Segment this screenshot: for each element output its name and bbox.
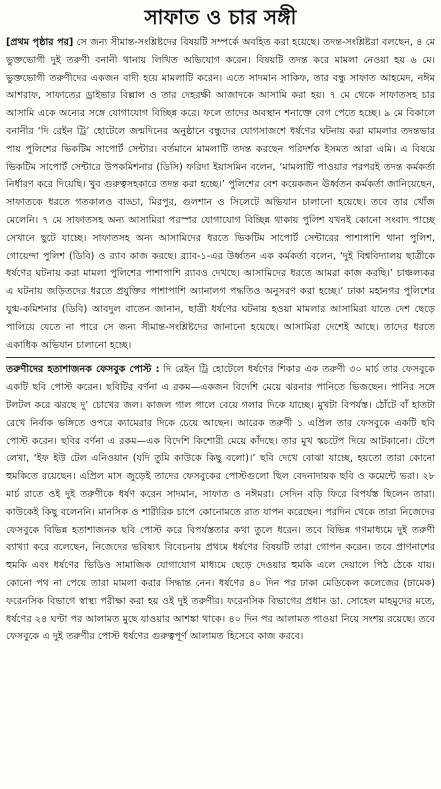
paragraph-continuation	[6, 34, 435, 354]
paragraph-text: সে জন্য সীমান্ত-সংশ্লিষ্টদের বিষয়টি সম্পর্কে অবহিত করা হয়েছে। তদন্ত-সংশ্লিষ্টরা বলছেন, ৪ মে ভুক্তভোগী দুই তরুণী বনানী থানায় লিখিত অভিযোগ করেন। বিষয়টি তদন্ত করে মামলা নেওয়া হয় ৬ মে। ভুক্তভোগী তরুণীদের একজন বাদী হয়ে মামলাটি করেন। এতে সাদমান সাকিফ, তার বন্ধু সাফাত আহমেদ, নঈম আশরাফ, সাফাতের ড্রাইভার বিল্লাল ও তার দেহরক্ষী আজাদকে আসামি করা হয়। ৭ মে থেকে সাফাতসহ চার আসামি একে অন্যের সঙ্গে যোগাযোগ বিচ্ছিন্ন করে। ফলে তাদের অবস্থান শনাক্তে বেগ পেতে হচ্ছে। ৯ মে বিকালে বনানীর ‘দি রেইন ট্রি’ হোটেলে জন্মদিনের অনুষ্ঠানে বন্ধুদের যোগসাজশে ধর্ষণের ঘটনায় করা মামলার তদন্তভার পায় পুলিশের ভিকটিম সাপোর্ট সেন্টার। বর্তমানে মামলাটি তদন্ত করছেন পরিদর্শক ইসমত আরা এমি। এ বিষয়ে ভিকটিম সাপোর্ট সেন্টারে উপকমিশনার (ডিসি) ফরিদা ইয়াসমিন বলেন, ‘মামলাটি পাওয়ার পরপরই তদন্ত কর্মকর্তা নির্ধারণ করে দিয়েছি। খুব গুরুত্বসহকারে তদন্ত করা হচ্ছে।’ পুলিশের বেশ কয়েকজন ঊর্ধ্বতন কর্মকর্তা জানিয়েছেন, সাফাতকে ধরতে গতকালও বাড্ডা, মিরপুর, গুলশান ও সিলেটে অভিযান চালানো হয়েছে। তবে তার খোঁজ মেলেনি। ৭ মে সাফাতসহ অন্য আসামিরা পরস্পর যোগাযোগ বিচ্ছিন্ন থাকায় পুলিশ যখনই কোনো সংবাদ পাচ্ছে সেখানে ছুটে যাচ্ছে। সাফাতসহ অন্য আসামিদের ধরতে ভিকটিম সাপোর্ট সেন্টারের পাশাপাশি থানা পুলিশ, গোয়েন্দা পুলিশ (ডিবি) ও র‌্যাব কাজ করছে। র‌্যাব-১-এর উর্ধ্বতন এক কর্মকর্তা বলেন, ‘দুই বিশ্ববিদ্যালয় ছাত্রীকে ধর্ষণের ঘটনায় করা মামলা পুলিশের পাশাপাশি র‌্যাবও দেখছে। আসামিদের ধরতে আমরা কাজ করছি।’ চাঞ্চল্যকর এ ঘটনায় জড়িতদের ধরতে প্রযুক্তির পাশাপাশি অ্যানালগ পদ্ধতিও অনুসরণ করা হচ্ছে।’ ঢাকা মহানগর পুলিশের যুগ্ম-কমিশনার (ডিবি) আবদুল বাতেন জানান, ছাত্রী ধর্ষণের ঘটনায় হওয়া মামলার আসামিরা যাতে দেশ ছেড়ে পালিয়ে যেতে না পারে সে জন্য সীমান্ত-সংশ্লিষ্টদের জানানো হয়েছে। আসামিরা দেশেই আছে। তাদের ধরতে একাধিক অভিযান চালানো হচ্ছে।	[6, 37, 435, 351]
section-divider	[6, 357, 435, 358]
paragraph-text: দি রেইন ট্রি হোটেলে ধর্ষণের শিকার এক তরুণী ৩০ মার্চ তার ফেসবুকে একটি ছবি পোস্ট করেন। ছবিটির বর্ণনা এ রকম—একজন বিদেশি মেয়ে ঝরনার পানিতে ভিজছেন। পানির সঙ্গে টলটল করে ঝরছে দু’ চোখের জল। কাজল গাল গালে বেয়ে গলার দিকে যাচ্ছে। মুখটা বিপর্যস্ত। ঠোঁটে বাঁ হাতটা রেখে নির্বাক ভঙ্গিতে ওপরে ক্যামেরার দিকে চেয়ে আছেন। আরেক তরুণী ১ এপ্রিল তার ফেসবুকে একটি ছবি পোস্ট করেন। ছবির বর্ণনা এ রকম—এক বিদেশি কিশোরী মেয়ে কাঁদছে। তার মুখ স্কচটেপ দিয়ে আটকানো। টেপে লেখা, ‘ইফ ইউ টেল এনিওয়ান (যদি তুমি কাউকে কিছু বলো)।’ ছবি দেখে বোঝা যাচ্ছে, হয়তো তারা কোনো হুমকিতে রয়েছেন। এপ্রিল মাস জুড়েই তাদের ফেসবুকের পোস্টগুলো ছিল বেদনাদায়ক ছবি ও কমেন্টে ভরা। ২৮ মার্চ রাতে ওই দুই তরুণীকে ধর্ষণ করেন সাদমান, সাফাত ও নঈমরা। সেদিন বড়ি ফিরে বিপর্যস্ত ছিলেন তারা। কাউকেই কিছু বলেননি। মানসিক ও শারীরিক চাপে কোনোমতে রাত যাপন করেছেন। পরদিন থেকে তারা নিজেদের ফেসবুকে বিভিন্ন হতাশাজনক ছবি পোস্ট করে বিপর্যস্ততার কথা তুলে ধরেন। তবে বিভিন্ন গণমাধ্যমে দুই তরুণী ব্যাখ্যা করে বলেছেন, নিজেদের ভবিষ্যৎ বিবেচনায় প্রথমে ধর্ষণের বিষয়টি তারা গোপন করেন। তবে প্রাণনাশের হুমকি এবং ধর্ষণের ভিডিও সামাজিক যোগাযোগ মাধ্যমে ছেড়ে দেওয়ার হুমকি এলে দেয়ালে পিঠ ঠেকে যায়। কোনো পথ না পেয়ে তারা মামলা করার সিদ্ধান্ত নেন। ধর্ষণের ৪০ দিন পর ঢাকা মেডিকেল কলেজের (ঢামেক) ফরেনসিক বিভাগে স্বাস্থ্য পরীক্ষা করা হয় ওই দুই তরুণীর। ফরেনসিক বিভাগের প্রধান ডা. সোহেল মাহমুদের মতে, ধর্ষণের ২৪ ঘণ্টা পর আলামত মুছে যাওয়ার আশঙ্কা থাকে। ৪০ দিন পর আলামত পাওয়া নিয়ে সংশয় রয়েছে। তবে ফেসবুকে এ দুই তরুণীর পোস্ট ধর্ষণের গুরুত্বপূর্ণ আলামত হিসেবে কাজ করবে।	[6, 364, 435, 643]
article-body	[6, 34, 435, 646]
article-headline: সাফাত ও চার সঙ্গী	[144, 5, 297, 29]
subheading-facebook-posts: তরুণীদের হতাশাজনক ফেসবুক পোস্ট :	[6, 364, 160, 376]
continuation-label: [প্রথম পৃষ্ঠার পর]	[6, 37, 74, 48]
paragraph-facebook-posts	[6, 361, 435, 646]
